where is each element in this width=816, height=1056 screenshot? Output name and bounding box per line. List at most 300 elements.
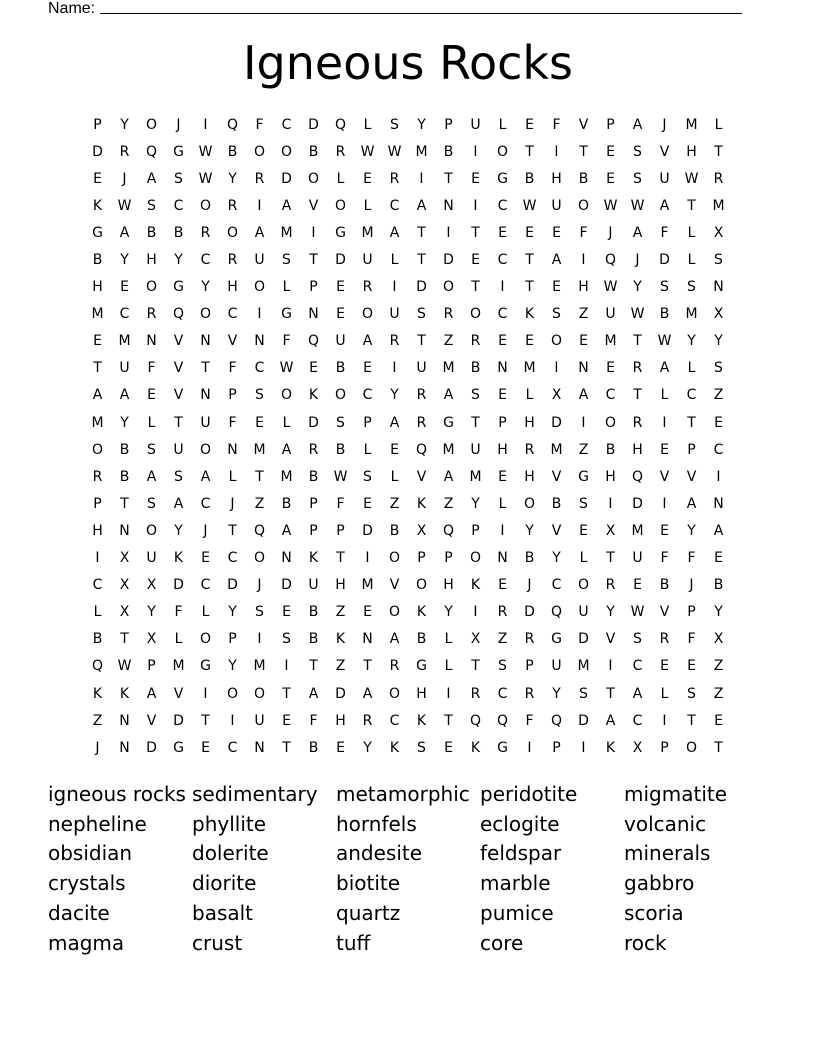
grid-letter[interactable]: H: [92, 522, 103, 539]
grid-letter[interactable]: M: [442, 441, 455, 458]
grid-letter[interactable]: B: [713, 577, 724, 594]
grid-letter[interactable]: T: [471, 279, 480, 296]
grid-letter[interactable]: I: [446, 685, 451, 702]
grid-letter[interactable]: H: [551, 170, 562, 187]
grid-letter[interactable]: C: [200, 252, 211, 269]
grid-letter[interactable]: C: [605, 387, 616, 404]
grid-letter[interactable]: R: [335, 143, 346, 160]
grid-letter[interactable]: C: [551, 577, 562, 594]
grid-letter[interactable]: L: [363, 116, 372, 133]
grid-letter[interactable]: C: [362, 387, 373, 404]
grid-letter[interactable]: V: [173, 387, 184, 404]
grid-letter[interactable]: U: [146, 550, 157, 567]
grid-letter[interactable]: A: [146, 685, 157, 702]
grid-letter[interactable]: A: [389, 224, 400, 241]
grid-letter[interactable]: R: [362, 712, 373, 729]
grid-letter[interactable]: F: [282, 333, 291, 350]
grid-letter[interactable]: I: [473, 604, 478, 621]
grid-letter[interactable]: E: [606, 170, 615, 187]
grid-letter[interactable]: K: [524, 306, 535, 323]
grid-letter[interactable]: D: [227, 577, 238, 594]
grid-letter[interactable]: T: [363, 658, 372, 675]
grid-letter[interactable]: J: [230, 495, 235, 512]
grid-letter[interactable]: Y: [228, 170, 237, 187]
grid-letter[interactable]: F: [660, 224, 669, 241]
grid-letter[interactable]: B: [119, 468, 130, 485]
grid-letter[interactable]: Y: [417, 116, 426, 133]
grid-letter[interactable]: F: [525, 712, 534, 729]
grid-letter[interactable]: V: [686, 468, 697, 485]
grid-letter[interactable]: A: [281, 441, 292, 458]
grid-letter[interactable]: T: [633, 387, 642, 404]
grid-letter[interactable]: N: [713, 495, 724, 512]
grid-letter[interactable]: E: [336, 279, 345, 296]
grid-letter[interactable]: K: [335, 631, 346, 648]
grid-letter[interactable]: I: [662, 414, 667, 431]
grid-letter[interactable]: O: [253, 143, 266, 160]
grid-letter[interactable]: M: [550, 441, 563, 458]
grid-letter[interactable]: T: [525, 252, 534, 269]
grid-letter[interactable]: T: [444, 712, 453, 729]
grid-letter[interactable]: Z: [92, 712, 103, 729]
grid-letter[interactable]: Y: [552, 550, 561, 567]
grid-letter[interactable]: S: [255, 604, 264, 621]
grid-letter[interactable]: E: [336, 739, 345, 756]
grid-letter[interactable]: M: [631, 522, 644, 539]
grid-letter[interactable]: I: [203, 116, 208, 133]
grid-letter[interactable]: L: [498, 116, 507, 133]
grid-letter[interactable]: R: [362, 279, 373, 296]
grid-letter[interactable]: O: [145, 279, 158, 296]
grid-letter[interactable]: T: [714, 143, 723, 160]
grid-letter[interactable]: U: [200, 414, 211, 431]
grid-letter[interactable]: G: [173, 739, 184, 756]
grid-letter[interactable]: Z: [497, 631, 508, 648]
grid-letter[interactable]: H: [443, 577, 454, 594]
grid-letter[interactable]: K: [173, 550, 184, 567]
grid-letter[interactable]: Y: [390, 387, 399, 404]
grid-letter[interactable]: S: [633, 143, 642, 160]
grid-letter[interactable]: A: [416, 197, 427, 214]
grid-letter[interactable]: N: [119, 522, 130, 539]
name-field[interactable]: [48, 0, 742, 18]
grid-letter[interactable]: R: [416, 387, 427, 404]
grid-letter[interactable]: M: [253, 658, 266, 675]
grid-letter[interactable]: E: [444, 739, 453, 756]
grid-letter[interactable]: S: [687, 685, 696, 702]
grid-letter[interactable]: Y: [606, 604, 615, 621]
grid-letter[interactable]: N: [443, 197, 454, 214]
grid-letter[interactable]: M: [280, 468, 293, 485]
grid-letter[interactable]: K: [416, 712, 427, 729]
grid-letter[interactable]: E: [498, 468, 507, 485]
grid-letter[interactable]: K: [92, 685, 103, 702]
grid-letter[interactable]: Q: [145, 143, 158, 160]
grid-letter[interactable]: R: [254, 170, 265, 187]
grid-letter[interactable]: S: [633, 631, 642, 648]
grid-letter[interactable]: M: [469, 468, 482, 485]
grid-letter[interactable]: X: [713, 306, 724, 323]
grid-letter[interactable]: P: [687, 604, 696, 621]
grid-letter[interactable]: N: [254, 739, 265, 756]
grid-letter[interactable]: S: [660, 279, 669, 296]
grid-letter[interactable]: A: [362, 685, 373, 702]
grid-letter[interactable]: J: [122, 170, 127, 187]
grid-letter[interactable]: L: [174, 631, 183, 648]
grid-letter[interactable]: P: [444, 116, 453, 133]
grid-letter[interactable]: B: [335, 441, 346, 458]
grid-letter[interactable]: E: [714, 414, 723, 431]
grid-letter[interactable]: D: [335, 252, 346, 269]
grid-letter[interactable]: F: [255, 116, 264, 133]
grid-letter[interactable]: M: [118, 333, 131, 350]
grid-letter[interactable]: U: [551, 658, 562, 675]
grid-letter[interactable]: C: [713, 441, 724, 458]
grid-letter[interactable]: V: [173, 685, 184, 702]
grid-letter[interactable]: E: [471, 170, 480, 187]
grid-letter[interactable]: E: [255, 414, 264, 431]
grid-letter[interactable]: J: [635, 252, 640, 269]
grid-letter[interactable]: Y: [552, 685, 561, 702]
grid-letter[interactable]: T: [282, 685, 291, 702]
grid-letter[interactable]: H: [416, 685, 427, 702]
grid-letter[interactable]: R: [389, 333, 400, 350]
grid-letter[interactable]: O: [469, 306, 482, 323]
grid-letter[interactable]: R: [389, 170, 400, 187]
grid-letter[interactable]: L: [228, 468, 237, 485]
grid-letter[interactable]: C: [173, 197, 184, 214]
grid-letter[interactable]: V: [308, 197, 319, 214]
grid-letter[interactable]: O: [199, 631, 212, 648]
grid-letter[interactable]: T: [309, 658, 318, 675]
grid-letter[interactable]: D: [173, 577, 184, 594]
grid-letter[interactable]: Q: [307, 333, 320, 350]
grid-letter[interactable]: Z: [443, 333, 454, 350]
grid-letter[interactable]: C: [497, 252, 508, 269]
grid-letter[interactable]: X: [119, 577, 130, 594]
grid-letter[interactable]: Q: [172, 306, 185, 323]
grid-letter[interactable]: I: [500, 522, 505, 539]
grid-letter[interactable]: T: [417, 224, 426, 241]
grid-letter[interactable]: M: [415, 143, 428, 160]
grid-letter[interactable]: A: [281, 522, 292, 539]
grid-letter[interactable]: E: [498, 577, 507, 594]
grid-letter[interactable]: L: [687, 252, 696, 269]
grid-letter[interactable]: A: [443, 468, 454, 485]
grid-letter[interactable]: N: [497, 550, 508, 567]
grid-letter[interactable]: A: [659, 197, 670, 214]
grid-letter[interactable]: A: [92, 387, 103, 404]
grid-letter[interactable]: E: [714, 712, 723, 729]
grid-letter[interactable]: F: [336, 495, 345, 512]
grid-letter[interactable]: I: [257, 197, 262, 214]
grid-letter[interactable]: R: [524, 631, 535, 648]
grid-letter[interactable]: Q: [442, 522, 455, 539]
grid-letter[interactable]: O: [145, 116, 158, 133]
grid-letter[interactable]: I: [608, 658, 613, 675]
grid-letter[interactable]: V: [227, 333, 238, 350]
grid-letter[interactable]: Q: [631, 468, 644, 485]
grid-letter[interactable]: T: [687, 712, 696, 729]
grid-letter[interactable]: T: [471, 224, 480, 241]
grid-letter[interactable]: M: [361, 224, 374, 241]
grid-letter[interactable]: P: [471, 522, 480, 539]
grid-letter[interactable]: Z: [578, 441, 589, 458]
grid-letter[interactable]: T: [444, 170, 453, 187]
grid-letter[interactable]: Y: [714, 333, 723, 350]
grid-letter[interactable]: Y: [120, 116, 129, 133]
grid-letter[interactable]: Y: [174, 252, 183, 269]
grid-letter[interactable]: H: [92, 279, 103, 296]
grid-letter[interactable]: M: [604, 333, 617, 350]
grid-letter[interactable]: U: [470, 116, 481, 133]
grid-letter[interactable]: V: [389, 577, 400, 594]
grid-letter[interactable]: F: [174, 604, 183, 621]
grid-letter[interactable]: U: [254, 712, 265, 729]
grid-letter[interactable]: M: [685, 116, 698, 133]
grid-letter[interactable]: L: [390, 252, 399, 269]
grid-letter[interactable]: U: [389, 306, 400, 323]
grid-letter[interactable]: B: [281, 495, 292, 512]
grid-letter[interactable]: O: [145, 522, 158, 539]
grid-letter[interactable]: N: [119, 739, 130, 756]
grid-letter[interactable]: W: [279, 360, 294, 377]
grid-letter[interactable]: U: [470, 441, 481, 458]
grid-letter[interactable]: T: [471, 658, 480, 675]
grid-letter[interactable]: L: [660, 685, 669, 702]
grid-letter[interactable]: T: [174, 414, 183, 431]
grid-letter[interactable]: H: [605, 468, 616, 485]
grid-letter[interactable]: B: [308, 631, 319, 648]
grid-letter[interactable]: S: [417, 306, 426, 323]
grid-letter[interactable]: D: [173, 712, 184, 729]
grid-letter[interactable]: V: [146, 712, 157, 729]
grid-letter[interactable]: N: [362, 631, 373, 648]
grid-letter[interactable]: R: [524, 685, 535, 702]
grid-letter[interactable]: N: [308, 306, 319, 323]
grid-letter[interactable]: U: [119, 360, 130, 377]
grid-letter[interactable]: P: [93, 116, 102, 133]
grid-letter[interactable]: P: [525, 658, 534, 675]
grid-letter[interactable]: P: [552, 739, 561, 756]
grid-letter[interactable]: O: [604, 414, 617, 431]
grid-letter[interactable]: Y: [147, 604, 156, 621]
grid-letter[interactable]: R: [713, 170, 724, 187]
grid-letter[interactable]: B: [605, 441, 616, 458]
grid-letter[interactable]: E: [363, 495, 372, 512]
grid-letter[interactable]: F: [147, 360, 156, 377]
grid-letter[interactable]: E: [282, 712, 291, 729]
grid-letter[interactable]: E: [606, 143, 615, 160]
grid-letter[interactable]: Y: [525, 522, 534, 539]
grid-letter[interactable]: B: [119, 441, 130, 458]
grid-letter[interactable]: S: [390, 116, 399, 133]
grid-letter[interactable]: O: [199, 306, 212, 323]
grid-letter[interactable]: E: [660, 441, 669, 458]
grid-letter[interactable]: V: [551, 522, 562, 539]
grid-letter[interactable]: G: [281, 306, 292, 323]
grid-letter[interactable]: T: [201, 360, 210, 377]
grid-letter[interactable]: O: [334, 387, 347, 404]
grid-letter[interactable]: S: [147, 441, 156, 458]
grid-letter[interactable]: A: [659, 360, 670, 377]
grid-letter[interactable]: W: [117, 658, 132, 675]
grid-letter[interactable]: P: [363, 414, 372, 431]
grid-letter[interactable]: G: [443, 414, 454, 431]
grid-letter[interactable]: C: [686, 387, 697, 404]
grid-letter[interactable]: U: [173, 441, 184, 458]
grid-letter[interactable]: O: [577, 197, 590, 214]
grid-letter[interactable]: P: [444, 550, 453, 567]
grid-letter[interactable]: B: [659, 577, 670, 594]
grid-letter[interactable]: X: [605, 522, 616, 539]
grid-letter[interactable]: T: [606, 550, 615, 567]
grid-letter[interactable]: S: [363, 468, 372, 485]
grid-letter[interactable]: D: [308, 116, 319, 133]
grid-letter[interactable]: C: [200, 577, 211, 594]
grid-letter[interactable]: N: [713, 279, 724, 296]
grid-letter[interactable]: A: [389, 414, 400, 431]
grid-letter[interactable]: F: [309, 712, 318, 729]
grid-letter[interactable]: G: [173, 279, 184, 296]
grid-letter[interactable]: W: [117, 197, 132, 214]
grid-letter[interactable]: M: [91, 306, 104, 323]
grid-letter[interactable]: O: [388, 550, 401, 567]
grid-letter[interactable]: X: [713, 224, 724, 241]
grid-letter[interactable]: A: [632, 116, 643, 133]
grid-letter[interactable]: P: [498, 414, 507, 431]
grid-letter[interactable]: R: [92, 468, 103, 485]
grid-letter[interactable]: L: [687, 224, 696, 241]
grid-letter[interactable]: C: [92, 577, 103, 594]
grid-letter[interactable]: T: [255, 468, 264, 485]
grid-letter[interactable]: D: [362, 522, 373, 539]
grid-letter[interactable]: H: [524, 468, 535, 485]
grid-letter[interactable]: F: [687, 550, 696, 567]
grid-letter[interactable]: N: [200, 333, 211, 350]
grid-letter[interactable]: A: [362, 333, 373, 350]
grid-letter[interactable]: A: [308, 685, 319, 702]
grid-letter[interactable]: U: [659, 170, 670, 187]
grid-letter[interactable]: C: [632, 658, 643, 675]
grid-letter[interactable]: T: [282, 739, 291, 756]
grid-letter[interactable]: K: [308, 550, 319, 567]
grid-letter[interactable]: Z: [335, 604, 346, 621]
grid-letter[interactable]: I: [716, 468, 721, 485]
grid-letter[interactable]: A: [632, 224, 643, 241]
grid-letter[interactable]: I: [662, 495, 667, 512]
grid-letter[interactable]: I: [230, 712, 235, 729]
grid-letter[interactable]: W: [630, 604, 645, 621]
grid-letter[interactable]: Z: [713, 658, 724, 675]
grid-letter[interactable]: X: [119, 550, 130, 567]
grid-letter[interactable]: L: [336, 170, 345, 187]
grid-letter[interactable]: R: [632, 414, 643, 431]
grid-letter[interactable]: Z: [713, 685, 724, 702]
grid-letter[interactable]: N: [119, 712, 130, 729]
grid-letter[interactable]: T: [201, 712, 210, 729]
grid-letter[interactable]: V: [659, 604, 670, 621]
name-underline[interactable]: [100, 12, 742, 14]
grid-letter[interactable]: I: [95, 550, 100, 567]
grid-letter[interactable]: S: [417, 739, 426, 756]
grid-letter[interactable]: E: [552, 224, 561, 241]
grid-letter[interactable]: D: [578, 712, 589, 729]
grid-letter[interactable]: L: [147, 414, 156, 431]
grid-letter[interactable]: O: [415, 577, 428, 594]
grid-letter[interactable]: A: [146, 468, 157, 485]
grid-letter[interactable]: B: [524, 550, 535, 567]
grid-letter[interactable]: B: [551, 495, 562, 512]
grid-letter[interactable]: N: [254, 333, 265, 350]
grid-letter[interactable]: R: [146, 306, 157, 323]
grid-letter[interactable]: G: [200, 658, 211, 675]
grid-letter[interactable]: A: [605, 712, 616, 729]
grid-letter[interactable]: Q: [550, 712, 563, 729]
grid-letter[interactable]: Q: [91, 658, 104, 675]
grid-letter[interactable]: S: [579, 495, 588, 512]
grid-letter[interactable]: L: [525, 387, 534, 404]
grid-letter[interactable]: S: [552, 306, 561, 323]
grid-letter[interactable]: H: [335, 577, 346, 594]
grid-letter[interactable]: S: [174, 170, 183, 187]
grid-letter[interactable]: E: [606, 360, 615, 377]
grid-letter[interactable]: J: [662, 116, 667, 133]
grid-letter[interactable]: C: [281, 116, 292, 133]
grid-letter[interactable]: E: [552, 279, 561, 296]
grid-letter[interactable]: H: [578, 279, 589, 296]
grid-letter[interactable]: O: [280, 387, 293, 404]
grid-letter[interactable]: E: [525, 333, 534, 350]
grid-letter[interactable]: I: [662, 712, 667, 729]
grid-letter[interactable]: I: [473, 197, 478, 214]
grid-letter[interactable]: S: [147, 495, 156, 512]
grid-letter[interactable]: S: [282, 631, 291, 648]
grid-letter[interactable]: G: [416, 658, 427, 675]
grid-letter[interactable]: J: [95, 739, 100, 756]
grid-letter[interactable]: J: [257, 577, 262, 594]
grid-letter[interactable]: Y: [687, 333, 696, 350]
grid-letter[interactable]: T: [120, 631, 129, 648]
grid-letter[interactable]: Y: [228, 604, 237, 621]
grid-letter[interactable]: O: [253, 550, 266, 567]
grid-letter[interactable]: E: [147, 387, 156, 404]
grid-letter[interactable]: R: [470, 333, 481, 350]
grid-letter[interactable]: U: [578, 604, 589, 621]
grid-letter[interactable]: Z: [389, 495, 400, 512]
grid-letter[interactable]: N: [200, 387, 211, 404]
grid-letter[interactable]: A: [146, 170, 157, 187]
grid-letter[interactable]: T: [228, 522, 237, 539]
grid-letter[interactable]: T: [687, 197, 696, 214]
grid-letter[interactable]: I: [473, 143, 478, 160]
grid-letter[interactable]: E: [201, 550, 210, 567]
grid-letter[interactable]: S: [714, 360, 723, 377]
grid-letter[interactable]: I: [554, 360, 559, 377]
grid-letter[interactable]: W: [684, 170, 699, 187]
grid-letter[interactable]: V: [605, 631, 616, 648]
grid-letter[interactable]: E: [93, 170, 102, 187]
grid-letter[interactable]: S: [174, 468, 183, 485]
grid-letter[interactable]: E: [93, 333, 102, 350]
grid-letter[interactable]: K: [470, 739, 481, 756]
grid-letter[interactable]: E: [687, 658, 696, 675]
grid-letter[interactable]: F: [228, 414, 237, 431]
grid-letter[interactable]: B: [335, 360, 346, 377]
grid-letter[interactable]: G: [578, 468, 589, 485]
grid-letter[interactable]: E: [363, 604, 372, 621]
grid-letter[interactable]: E: [390, 441, 399, 458]
